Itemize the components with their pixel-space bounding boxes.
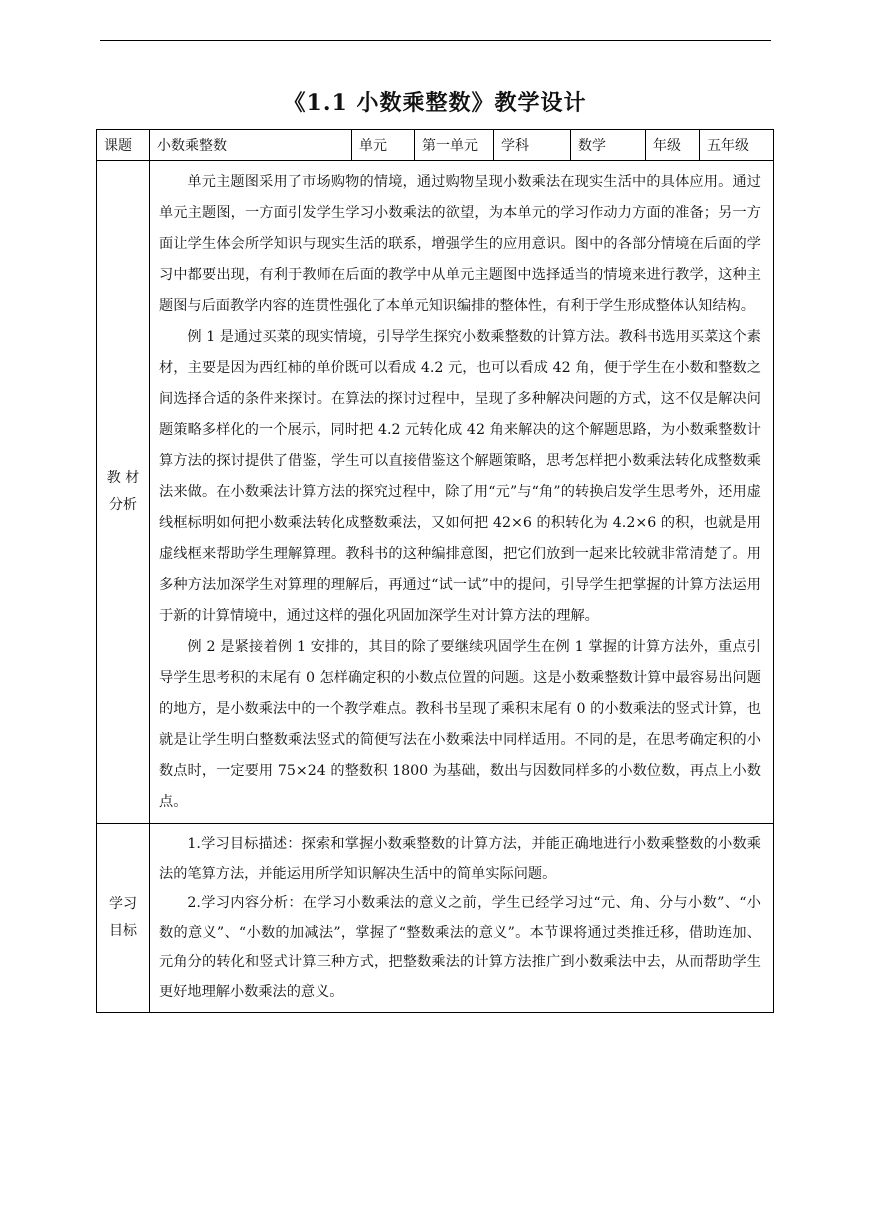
material-analysis-row xyxy=(97,161,774,824)
header-rule xyxy=(100,40,771,41)
learning-goals-content xyxy=(150,824,774,1013)
learning-goals-label xyxy=(97,824,150,1013)
unit-label: 单元 xyxy=(352,130,415,161)
learning-goals-label-line1: 学习 xyxy=(109,896,137,912)
goal-paragraph: 1.学习目标描述：探索和掌握小数乘整数的计算方法，并能正确地进行小数乘整数的小数乘法的笔算方法，并能运用所学知识解决生活中的简单实际问题。 xyxy=(159,836,761,882)
learning-goals-row xyxy=(97,824,774,1013)
material-analysis-content xyxy=(150,161,774,824)
header-row xyxy=(97,130,774,161)
material-analysis-label xyxy=(97,161,150,824)
document-title: 《1.1 小数乘整数》教学设计 xyxy=(283,90,587,116)
learning-goals-label-line2: 目标 xyxy=(109,923,137,939)
topic-label: 课题 xyxy=(97,130,150,161)
material-analysis-label-line2: 分析 xyxy=(109,497,137,513)
grade-value: 五年级 xyxy=(700,130,774,161)
goal-paragraph: 2.学习内容分析：在学习小数乘法的意义之前，学生已经学习过“元、角、分与小数”、“小数的意义”、“小数的加减法”，掌握了“整数乘法的意义”。本节课将通过类推迁移，借助连加、元角分的转化和竖式计算三种方式，把整数乘法的计算方法推广到小数乘法中去，从而帮助学生更好地理解小数乘法的意义。 xyxy=(159,895,761,1000)
material-paragraph: 例 2 是紧接着例 1 安排的，其目的除了要继续巩固学生在例 1 掌握的计算方法外，重点引导学生思考积的末尾有 0 怎样确定积的小数点位置的问题。这是小数乘整数计算中最容易出问题的地方，是小数乘法中的一个教学难点。教科书呈现了乘积末尾有 0 的小数乘法的竖式计算，也就是让学生明白整数乘法竖式的简便写法在小数乘法中同样适用。不同的是，在思考确定积的小数点时，一定要用 75×24 的整数积 1800 为基础，数出与因数同样多的小数位数，再点上小数点。 xyxy=(159,639,761,810)
lesson-plan-table xyxy=(96,129,774,1013)
material-analysis-label-line1: 教 材 xyxy=(106,470,140,486)
unit-value: 第一单元 xyxy=(415,130,494,161)
subject-label: 学科 xyxy=(494,130,571,161)
topic-value: 小数乘整数 xyxy=(150,130,352,161)
material-paragraph: 单元主题图采用了市场购物的情境，通过购物呈现小数乘法在现实生活中的具体应用。通过单元主题图，一方面引发学生学习小数乘法的欲望，为本单元的学习作动力方面的准备；另一方面让学生体会所学知识与现实生活的联系，增强学生的应用意识。图中的各部分情境在后面的学习中都要出现，有利于教师在后面的教学中从单元主题图中选择适当的情境来进行教学，这种主题图与后面教学内容的连贯性强化了本单元知识编排的整体性，有利于学生形成整体认知结构。 xyxy=(159,174,761,314)
material-paragraph: 例 1 是通过买菜的现实情境，引导学生探究小数乘整数的计算方法。教科书选用买菜这个素材，主要是因为西红柿的单价既可以看成 4.2 元，也可以看成 42 角，便于学生在小数和整数之间选择合适的条件来探讨。在算法的探讨过程中，呈现了多种解决问题的方式，这不仅是解决问题策略多样化的一个展示，同时把 4.2 元转化成 42 角来解决的这个解题思路，为小数乘整数计算方法的探讨提供了借鉴，学生可以直接借鉴这个解题策略，思考怎样把小数乘法转化成整数乘法来做。在小数乘法计算方法的探究过程中，除了用“元”与“角”的转换启发学生思考外，还用虚线框标明如何把小数乘法转化成整数乘法，又如何把 42×6 的积转化为 4.2×6 的积，也就是用虚线框来帮助学生理解算理。教科书的这种编排意图，把它们放到一起来比较就非常清楚了。用多种方法加深学生对算理的理解后，再通过“试一试”中的提问，引导学生把掌握的计算方法运用于新的计算情境中，通过这样的强化巩固加深学生对计算方法的理解。 xyxy=(159,329,761,624)
grade-label: 年级 xyxy=(646,130,700,161)
subject-value: 数学 xyxy=(571,130,646,161)
